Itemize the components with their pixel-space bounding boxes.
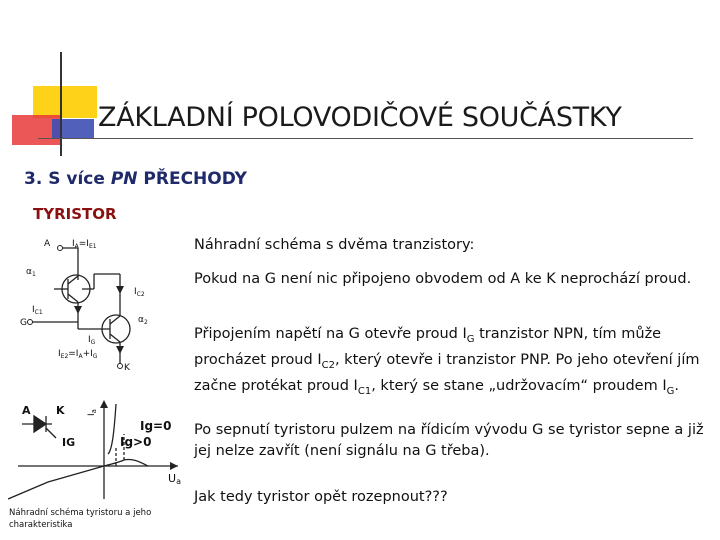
ie2-label: $I_{E2}=I_A+I_G$: [58, 349, 98, 360]
deco-yellow-block: [33, 86, 97, 118]
graph-ig-eq0-label: Ig=0: [140, 419, 172, 433]
section-heading: [24, 169, 247, 189]
gate-terminal: [28, 320, 33, 325]
y-axis-arrow: [100, 400, 108, 408]
x-axis-arrow: [170, 462, 178, 470]
anode-label: A: [44, 239, 51, 249]
graph-ia-axis-label: $I_a$: [87, 409, 98, 416]
cathode-terminal: [118, 364, 123, 369]
paragraph-3: Připojením napětí na G otevře proud $I_G$ tranzistor NPN, tím může procházet proud $I_{C2}$, který otevře i tranzistor PNP. Po jeho otevření jím začne protékat proud $I_{C1}$, který se stane „udržovacím“ proudem $I_G$.: [194, 326, 700, 397]
section-italic: PN: [110, 169, 138, 189]
current-arrow: [116, 286, 124, 294]
paragraph-2: Pokud na G není nic připojeno obvodem od A ke K neprochází proud.: [194, 271, 692, 287]
figure-caption: Náhradní schéma tyristoru a jeho charakteristika: [9, 508, 152, 530]
paragraph-5: Jak tedy tyristor opět rozepnout???: [194, 489, 448, 505]
ic1-label: $I_{C1}$: [32, 305, 43, 316]
cathode-label: K: [124, 363, 130, 373]
title-underline: [38, 138, 693, 139]
thyristor-characteristic-graph: [8, 394, 183, 504]
slide-title: ZÁKLADNÍ POLOVODIČOVÉ SOUČÁSTKY: [98, 102, 622, 133]
gate-label: G: [20, 318, 27, 328]
alpha1-label: $\alpha_1$: [26, 267, 36, 278]
deco-blue-block: [52, 119, 94, 139]
section-suffix: PŘECHODY: [137, 169, 247, 189]
graph-ua-label: Ua: [168, 472, 181, 486]
deco-vertical-line: [60, 52, 62, 156]
anode-terminal: [58, 246, 63, 251]
section-prefix: 3. S více: [24, 169, 111, 189]
current-arrow: [116, 346, 124, 354]
subtitle: TYRISTOR: [33, 205, 117, 223]
alpha2-label: $\alpha_2$: [138, 315, 148, 326]
ia-label: $I_A=I_{E1}$: [72, 239, 97, 250]
paragraph-4: Po sepnutí tyristoru pulzem na řídicím vývodu G se tyristor sepne a již jej nelze zavřít (není signálu na G třeba).: [194, 422, 704, 459]
graph-ig-label: IG: [62, 436, 76, 449]
thyristor-schematic: [20, 234, 180, 384]
ic2-label: $I_{C2}$: [134, 287, 145, 298]
graph-k-label: K: [56, 404, 65, 417]
graph-ig-gt0-label: Ig>0: [120, 435, 152, 449]
paragraph-1: Náhradní schéma s dvěma tranzistory:: [194, 237, 475, 253]
ig-label: $I_G$: [88, 335, 96, 346]
current-arrow: [74, 306, 82, 314]
graph-a-label: A: [22, 404, 31, 417]
